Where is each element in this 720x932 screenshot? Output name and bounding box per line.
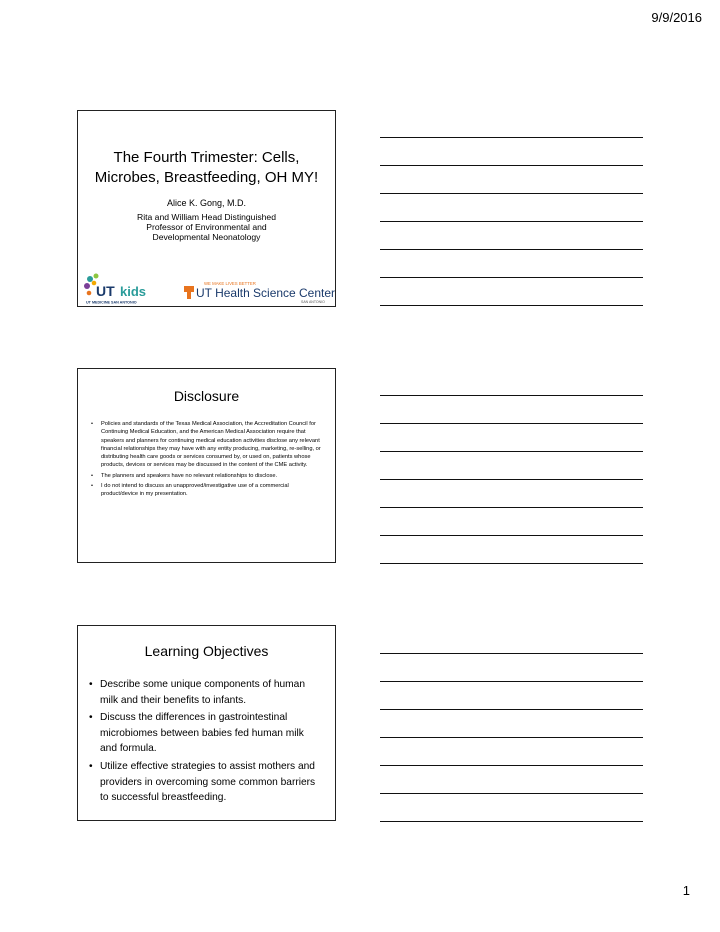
author: Alice K. Gong, M.D. (166, 198, 247, 208)
list-item: • Policies and standards of the Texas Medical Association, the Accreditation Council for Continuing Medical Education, and the American Medical Association require that speakers and planners for continuing medical education activities disclose any relevant financial relationships they may have with any entity producing, marketing, re-selling, or distributing health care goods or services consumed by, or used on, patients whose products, devices or services may be discussed in the content of the CME activity. (90, 420, 321, 470)
notes-lines-2 (380, 368, 643, 564)
notes-lines-3 (380, 626, 643, 822)
ut-kids-tagline: UT MEDICINE SAN ANTONIO (86, 300, 137, 305)
affiliation-line-2: Professor of Environmental and (146, 222, 267, 232)
list-item: • I do not intend to discuss an unapproved/investigative use of a commercial product/device in my presentation. (90, 482, 321, 499)
affiliation-line-3: Developmental Neonatology (152, 232, 261, 242)
uthsc-name: UT Health Science Center (196, 286, 335, 300)
page-number: 1 (682, 883, 690, 898)
list-item: • The planners and speakers have no relevant relationships to disclose. (90, 472, 321, 480)
slide-learning-objectives (77, 625, 336, 821)
bullet-list (90, 420, 321, 499)
slide-title: Learning Objectives (144, 643, 269, 659)
list-item: • Utilize effective strategies to assist mothers and providers in overcoming some common barriers to successful breastfeeding. (89, 759, 321, 806)
uthsc-tagline: WE MAKE LIVES BETTER (204, 281, 256, 286)
bullet-list (89, 677, 321, 806)
affiliation-line-1: Rita and William Head Distinguished (137, 212, 276, 222)
affiliation (78, 212, 335, 242)
list-item: • Discuss the differences in gastrointestinal microbiomes between babies fed human milk and formula. (89, 710, 321, 757)
kids-text: kids (120, 284, 147, 299)
title-line-2: Microbes, Breastfeeding, OH MY! (94, 169, 319, 186)
slide-title-page (77, 110, 336, 307)
ut-kids-logo (83, 273, 157, 305)
slide-title (78, 148, 335, 188)
notes-lines-1 (380, 110, 643, 306)
ut-text: UT (96, 283, 115, 299)
slide-title: Disclosure (173, 388, 240, 404)
uthsc-city: SAN ANTONIO (301, 300, 325, 304)
list-item: • Describe some unique components of human milk and their benefits to infants. (89, 677, 321, 708)
date: 9/9/2016 (651, 10, 702, 25)
uthsc-logo (184, 279, 336, 304)
slide-disclosure (77, 368, 336, 563)
title-line-1: The Fourth Trimester: Cells, (113, 149, 300, 166)
